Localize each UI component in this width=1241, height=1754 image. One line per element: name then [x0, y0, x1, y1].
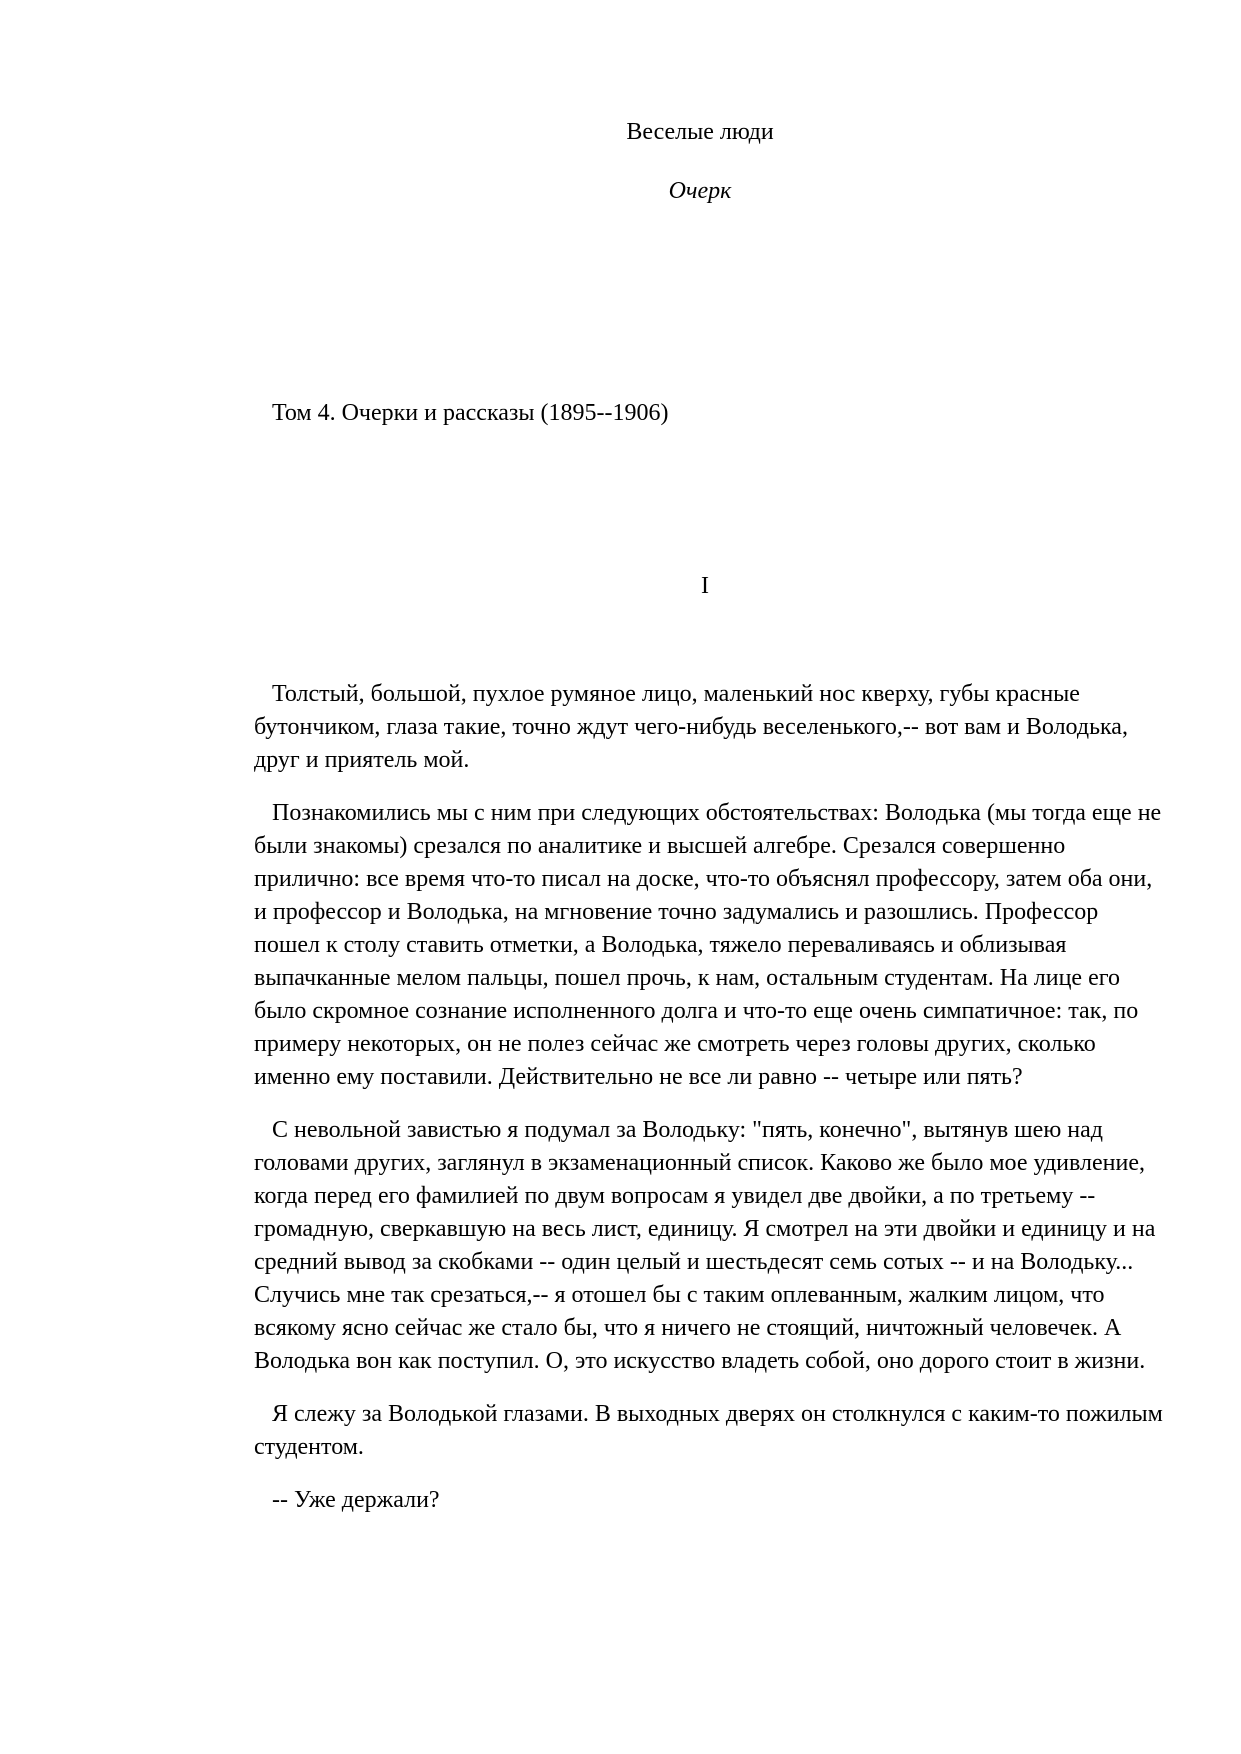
- document-subtitle: Очерк: [668, 178, 732, 204]
- body-text: [254, 678, 1164, 1537]
- paragraph: Познакомились мы с ним при следующих обстоятельствах: Володька (мы тогда еще не были знакомы) срезался по аналитике и высшей алгебре. Срезался совершенно прилично: все время что-то писал на доске, что-то объяснял профессору, затем оба они, и профессор и Володька, на мгновение точно задумались и разошлись. Профессор пошел к столу ставить отметки, а Володька, тяжело переваливаясь и облизывая выпачканные мелом пальцы, пошел прочь, к нам, остальным студентам. На лице его было скромное сознание исполненного долга и что-то еще очень симпатичное: так, по примеру некоторых, он не полез сейчас же смотреть через головы других, сколько именно ему поставили. Действительно не все ли равно -- четыре или пять?: [254, 800, 1162, 1090]
- paragraph: Я слежу за Володькой глазами. В выходных дверях он столкнулся с каким-то пожилым студентом.: [254, 1401, 1163, 1460]
- volume-info: Том 4. Очерки и рассказы (1895--1906): [272, 400, 669, 426]
- paragraph: Толстый, большой, пухлое румяное лицо, маленький нос кверху, губы красные бутончиком, глаза такие, точно ждут чего-нибудь веселенького,-- вот вам и Володька, друг и приятель мой.: [254, 681, 1128, 773]
- document-title: Веселые люди: [626, 119, 774, 145]
- chapter-heading: I: [701, 573, 709, 599]
- paragraph: С невольной завистью я подумал за Володьку: "пять, конечно", вытянув шею над головами других, заглянул в экзаменационный список. Каково же было мое удивление, когда перед его фамилией по двум вопросам я увидел две двойки, а по третьему -- громадную, сверкавшую на весь лист, единицу. Я смотрел на эти двойки и единицу и на средний вывод за скобками -- один целый и шестьдесят семь сотых -- и на Володьку... Случись мне так срезаться,-- я отошел бы с таким оплеванным, жалким лицом, что всякому ясно сейчас же стало бы, что я ничего не стоящий, ничтожный человечек. А Володька вон как поступил. О, это искусство владеть собой, оно дорого стоит в жизни.: [254, 1117, 1156, 1374]
- paragraph: -- Уже держали?: [272, 1487, 440, 1513]
